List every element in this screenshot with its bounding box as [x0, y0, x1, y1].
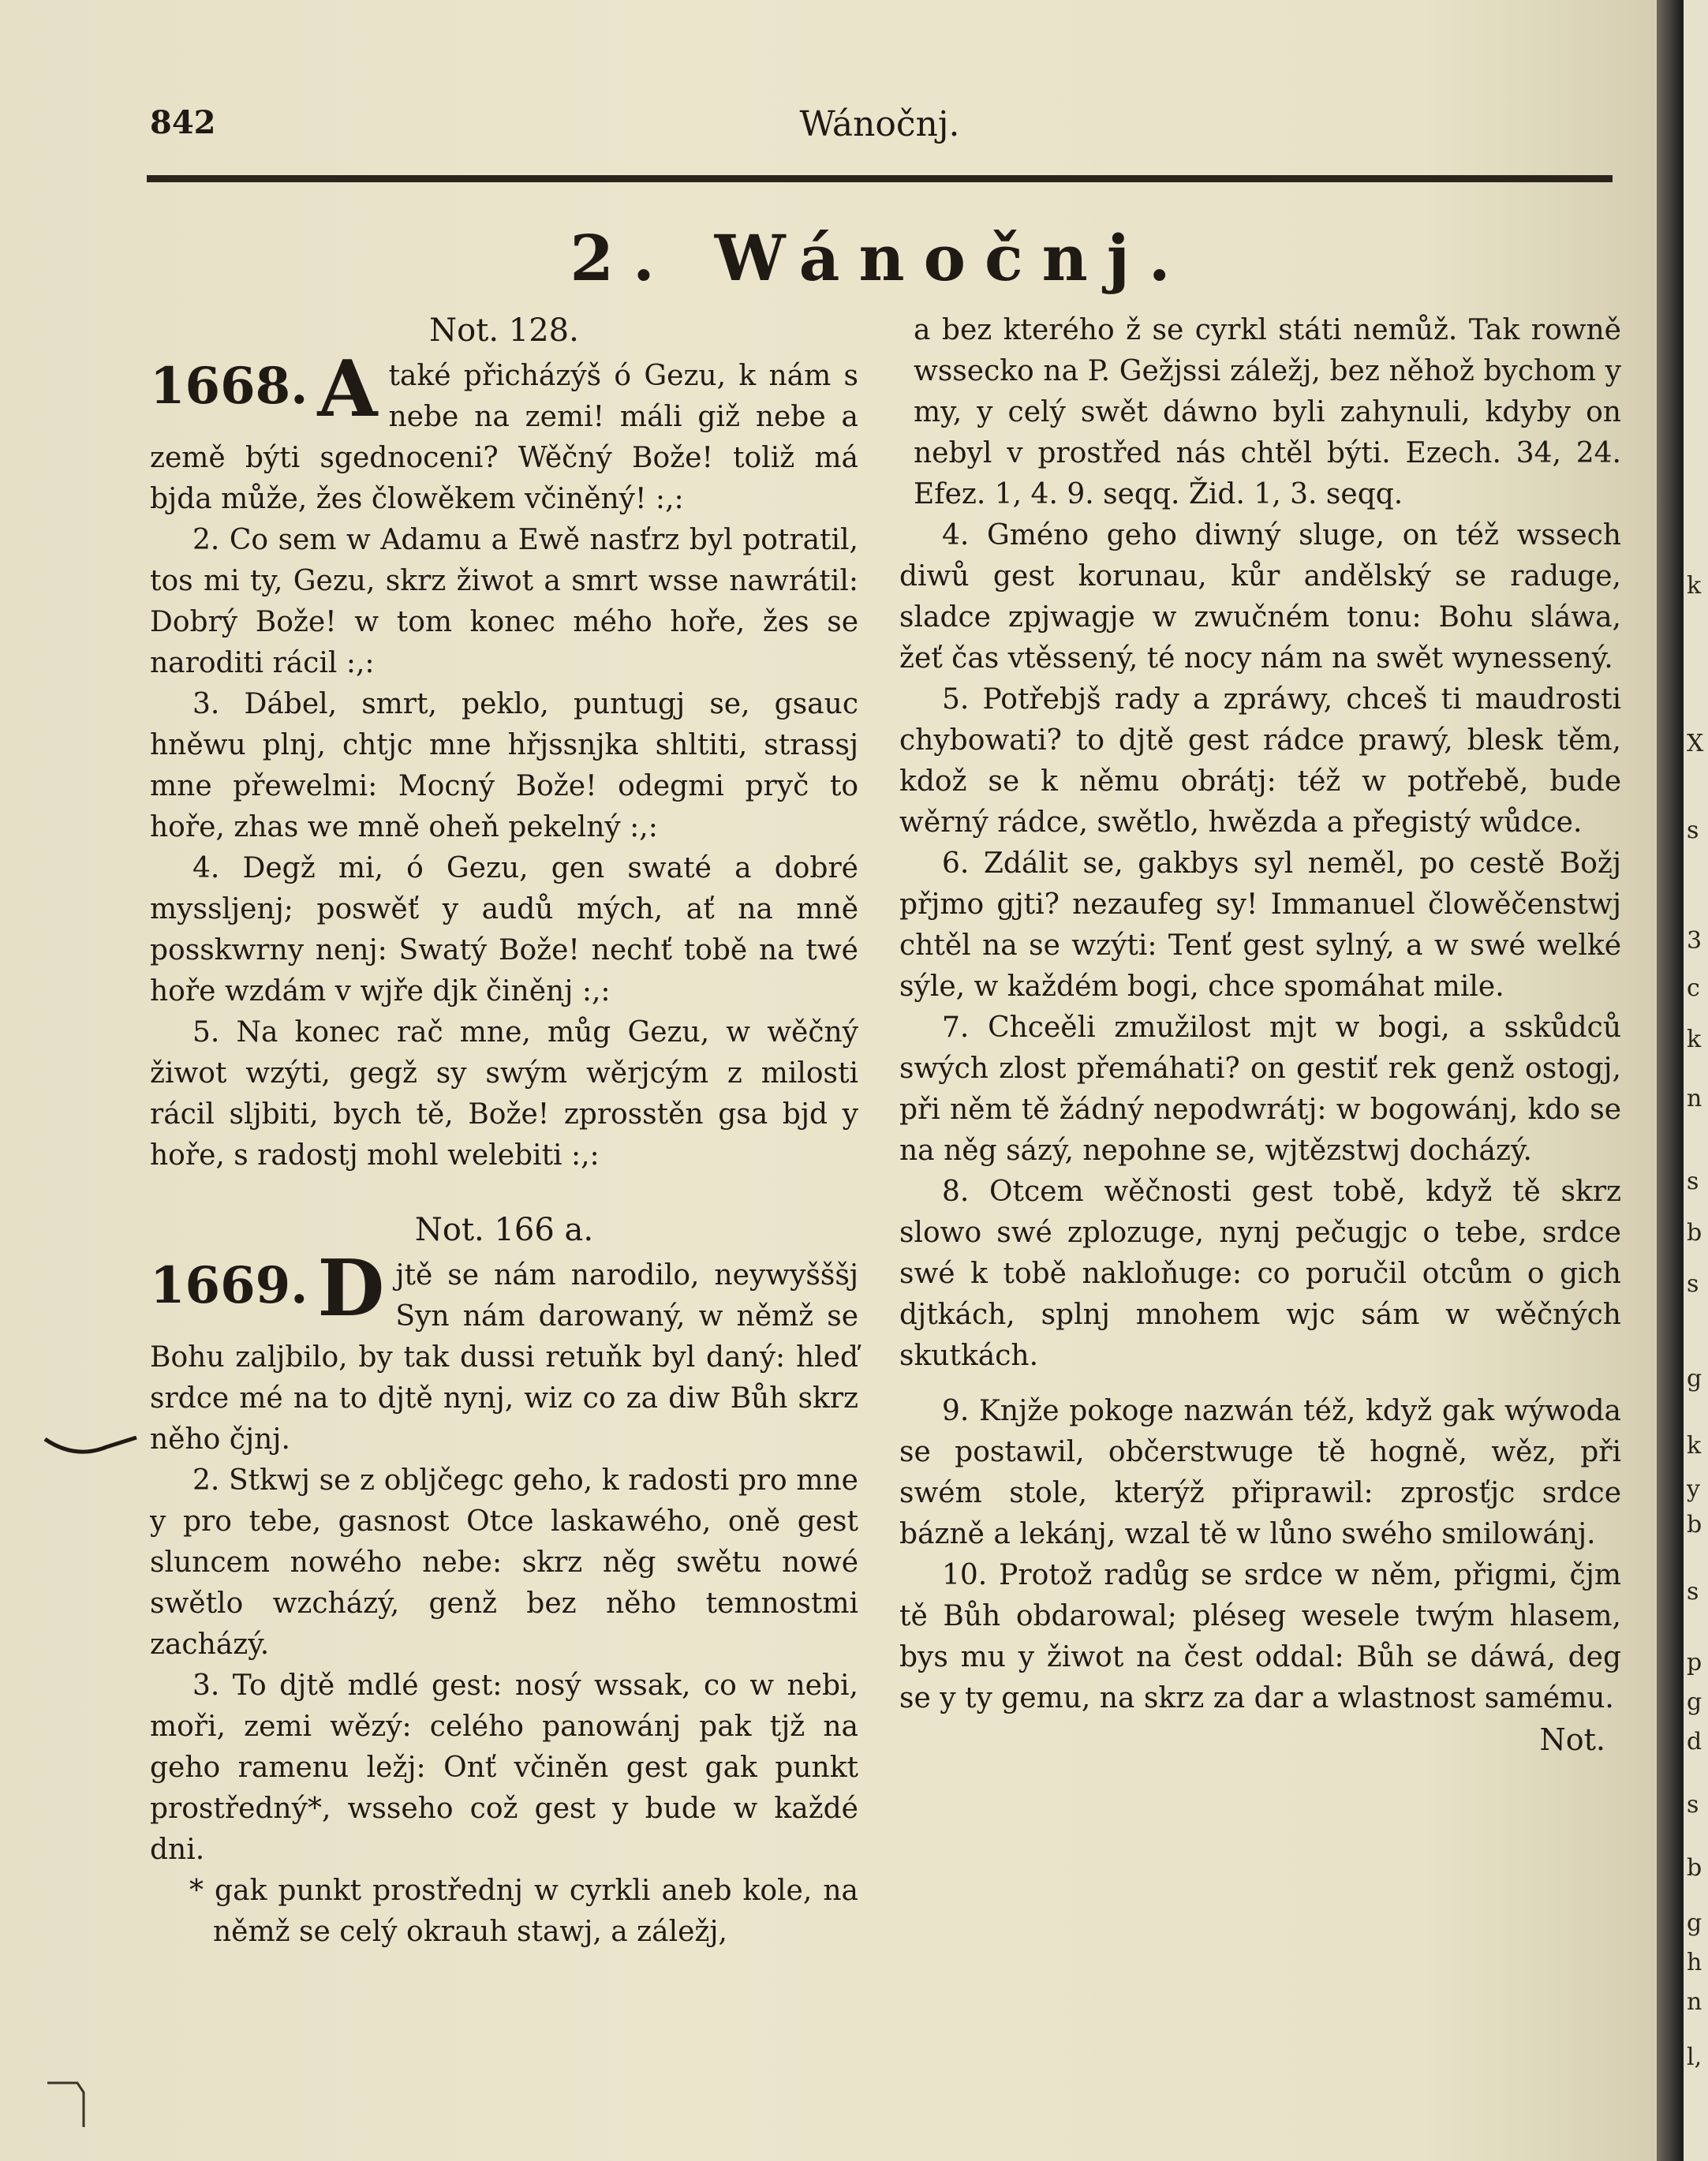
edge-fragment: p [1687, 1649, 1702, 1677]
page-number: 842 [150, 104, 216, 141]
hymn-number: 1668. [150, 357, 308, 416]
edge-fragment: n [1687, 1085, 1702, 1112]
edge-fragment: X [1687, 730, 1704, 757]
edge-fragment: d [1687, 1728, 1702, 1755]
drop-initial: D [317, 1243, 385, 1334]
hymn-1669 [150, 1243, 858, 1953]
book-spine-shadow [1657, 0, 1684, 2161]
edge-fragment: k [1687, 1026, 1702, 1053]
section-title: 2. Wánočnj. [570, 221, 1190, 295]
edge-fragment: b [1687, 1219, 1702, 1247]
stanza: 10. Protož radůg se srdce w něm, přigmi, čjm tě Bůh obdarowal; pléseg wesele twým hlasem, bys mu y žiwot na čest oddal: Bůh se dáwá, deg se y ty gemu, na skrz za dar a wlastnost samému. [899, 1559, 1621, 1714]
stanza: 4. Degž mi, ó Gezu, gen swaté a dobré myssljenj; poswěť y audů mých, ať na mně posskwrny nenj: Swatý Bože! nechť tobě na twé hoře wzdám v wjře djk činěnj :,: [150, 852, 858, 1008]
stanza: 8. Otcem wěčnosti gest tobě, když tě skrz slowo swé zplozuge, nynj pečugjc o tebe, srdce swé k tobě nakloňuge: co poručil otcům o gich djtkách, splnj mnohem wjc sám w wěčných skutkách. [899, 1176, 1621, 1372]
edge-fragment: y [1687, 1475, 1700, 1503]
stanza: 3. Dábel, smrt, peklo, puntugj se, gsauc hněwu plnj, chtjc mne hřjssnjka shltiti, strassj mne přewelmi: Mocný Bože! odegmi pryč to hoře, zhas we mně oheň pekelný :,: [150, 688, 858, 843]
stanza: 2. Stkwj se z obljčegc geho, k radosti pro mne y pro tebe, gasnost Otce laskawého, oně gest sluncem nowého nebe: skrz něg swětu nowé swětlo wzcházý, genž bez něho temnostmi zacházý. [150, 1464, 858, 1661]
left-column [150, 310, 858, 1953]
edge-fragment: s [1687, 1168, 1699, 1195]
edge-fragment: h [1687, 1949, 1702, 1976]
facing-page-edge [1684, 0, 1708, 2161]
edge-fragment: g [1687, 1365, 1702, 1393]
hymn-number: 1669. [150, 1256, 308, 1315]
stanza: 7. Chceěli zmužilost mjt w bogi, a sskůdců swých zlost přemáhati? on gestiť rek genž ostogj, při něm tě žádný nepodwrátj: w bogowánj, kdo se na něg sázý, nepohne se, wjtězstwj docházý. [899, 1011, 1621, 1167]
edge-fragment: c [1687, 974, 1700, 1002]
stanza-1: jtě se nám narodilo, neywyšššj Syn nám darowaný, w němž se Bohu zaljbilo, by tak dussi retuňk byl daný: hleď srdce mé na to djtě nynj, wiz co za diw Bůh skrz něho čjnj. [150, 1259, 858, 1456]
stanza-1: také přicházýš ó Gezu, k nám s nebe na zemi! máli giž nebe a země býti sgednoceni? Wěčný Bože! toliž má bjda může, žes člowěkem včiněný! :,: [150, 360, 858, 515]
edge-fragment: s [1687, 1791, 1699, 1819]
edge-fragment: k [1687, 572, 1702, 600]
stanza: 2. Co sem w Adamu a Ewě nasťrz byl potratil, tos mi ty, Gezu, skrz žiwot a smrt wsse nawrátil: Dobrý Bože! w tom konec mého hoře, žes se naroditi rácil :,: [150, 524, 858, 679]
page-corner-mark [46, 2081, 85, 2129]
footnote-continuation: a bez kterého ž se cyrkl státi nemůž. Tak rowně wssecko na P. Gežjssi záležj, bez něhož bychom y my, y celý swět dáwno byli zahynuli, kdyby on nebyl v prostřed nás chtěl býti. Ezech. 34, 24. Efez. 1, 4. 9. seqq. Žid. 1, 3. seqq. [914, 314, 1621, 510]
edge-fragment: k [1687, 1432, 1702, 1460]
hymn-1668 [150, 344, 858, 1176]
edge-fragment: s [1687, 817, 1699, 844]
catchword: Not. [1539, 1722, 1605, 1757]
page-header [150, 104, 1609, 151]
drop-initial: A [317, 344, 378, 435]
stanza: 4. Gméno geho diwný sluge, on též wssech diwů gest korunau, kůr andělský se raduge, sladce zpjwagje w zwučném tonu: Bohu sláwa, žeť čas vtěssený, té nocy nám na swět wynessený. [899, 519, 1621, 675]
edge-fragment: g [1687, 1909, 1702, 1937]
edge-fragment: s [1687, 1270, 1699, 1298]
footnote: * gak punkt prostřednj w cyrkli aneb kole, na němž se celý okrauh stawj, a záležj, [189, 1875, 858, 1948]
pencil-bracket-mark [43, 1436, 138, 1460]
edge-fragment: s [1687, 1578, 1699, 1606]
edge-fragment: 3 [1687, 927, 1702, 955]
right-column [899, 310, 1621, 1760]
running-title: Wánočnj. [799, 104, 960, 144]
edge-fragment: b [1687, 1854, 1702, 1882]
stanza: 5. Na konec rač mne, můg Gezu, w wěčný žiwot wzýti, gegž sy swým wěrjcým z milosti rácil sljbiti, bych tě, Bože! zprosstěn gsa bjd y hoře, s radostj mohl welebiti :,: [150, 1016, 858, 1172]
tune-note: Not. 166 a. [414, 1212, 594, 1248]
stanza: 6. Zdálit se, gakbys syl neměl, po cestě Božj přjmo gjti? nezaufeg sy! Immanuel člowěčenstwj chtěl na se wzýti: Tenť gest sylný, a w swé welké sýle, w každém bogi, chce spomáhat mile. [899, 847, 1621, 1003]
edge-fragment: b [1687, 1511, 1702, 1538]
header-rule [147, 175, 1613, 182]
stanza: 5. Potřebjš rady a zpráwy, chceš ti maudrosti chybowati? to djtě gest rádce prawý, blesk těm, kdož se k němu obrátj: též w potřebě, bude wěrný rádce, swětlo, hwězda a přegistý wůdce. [899, 683, 1621, 839]
stanza: 9. Knjže pokoge nazwán též, když gak wýwoda se postawil, občerstwuge tě hogně, wěz, při swém stole, kterýž připrawil: zprosťjc srdce bázně a lekánj, wzal tě w lůno swého smilowánj. [899, 1395, 1621, 1550]
stanza: 3. To djtě mdlé gest: nosý wssak, co w nebi, moři, zemi wězý: celého panowánj pak tjž na geho ramenu ležj: Onť včiněn gest gak punkt prostředný*, wsseho což gest y bude w každé dni. [150, 1669, 858, 1866]
tune-note: Not. 128. [429, 312, 579, 349]
edge-fragment: g [1687, 1688, 1702, 1716]
edge-fragment: n [1687, 1988, 1702, 2016]
edge-fragment: l, [1687, 2043, 1702, 2071]
